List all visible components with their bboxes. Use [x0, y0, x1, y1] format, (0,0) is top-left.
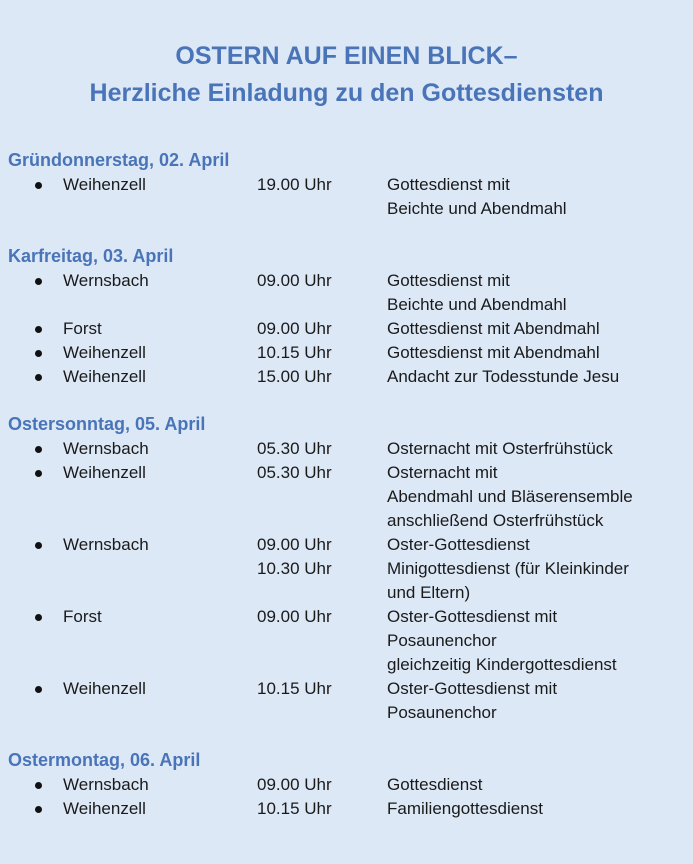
description-line: Gottesdienst mit Abendmahl: [387, 343, 600, 362]
page-title: [0, 38, 693, 112]
service-description: [387, 605, 693, 677]
day-heading: Ostersonntag, 05. April: [8, 414, 206, 434]
service-location: Weihenzell: [63, 175, 146, 194]
service-description: [387, 677, 693, 725]
service-entry: [0, 605, 693, 677]
service-location: Wernsbach: [63, 271, 149, 290]
service-entry: [0, 365, 693, 389]
bullet-icon: [35, 533, 42, 557]
service-entry: [0, 533, 693, 557]
service-time: 10.15 Uhr: [257, 343, 332, 362]
service-description: [387, 317, 693, 341]
service-description: [387, 797, 693, 821]
bullet-icon: [35, 605, 42, 629]
day-section: [0, 747, 693, 821]
service-time: 10.15 Uhr: [257, 679, 332, 698]
service-entry: [0, 269, 693, 317]
description-line: Gottesdienst mit: [387, 271, 510, 290]
description-line: Abendmahl und Bläserensemble: [387, 487, 633, 506]
description-line: Posaunenchor: [387, 631, 497, 650]
bullet-icon: [35, 317, 42, 341]
bullet-icon: [35, 797, 42, 821]
bullet-icon: [35, 365, 42, 389]
service-description: [387, 173, 693, 221]
bullet-icon: [35, 677, 42, 701]
service-time: 15.00 Uhr: [257, 367, 332, 386]
description-line: Oster-Gottesdienst mit: [387, 679, 558, 698]
service-time: 09.00 Uhr: [257, 535, 332, 554]
service-entry: [0, 557, 693, 605]
service-location: Wernsbach: [63, 535, 149, 554]
description-line: und Eltern): [387, 583, 471, 602]
service-description: [387, 773, 693, 797]
service-time: 09.00 Uhr: [257, 319, 332, 338]
service-location: Weihenzell: [63, 679, 146, 698]
description-line: Oster-Gottesdienst mit: [387, 607, 558, 626]
service-time: 19.00 Uhr: [257, 175, 332, 194]
bullet-icon: [35, 269, 42, 293]
service-time: 05.30 Uhr: [257, 439, 332, 458]
service-description: [387, 269, 693, 317]
day-heading: Gründonnerstag, 02. April: [8, 150, 230, 170]
service-entry: [0, 173, 693, 221]
service-entry: [0, 437, 693, 461]
description-line: Minigottesdienst (für Kleinkinder: [387, 559, 629, 578]
bullet-icon: [35, 461, 42, 485]
title-line-2: Herzliche Einladung zu den Gottesdiensten: [89, 79, 604, 107]
service-entry: [0, 341, 693, 365]
service-time: 05.30 Uhr: [257, 463, 332, 482]
service-schedule: [0, 147, 693, 843]
service-location: Forst: [63, 607, 102, 626]
description-line: Oster-Gottesdienst: [387, 535, 530, 554]
description-line: Posaunenchor: [387, 703, 497, 722]
service-entry: [0, 677, 693, 725]
service-description: [387, 533, 693, 557]
description-line: Gottesdienst mit: [387, 175, 510, 194]
description-line: Familiengottesdienst: [387, 799, 543, 818]
service-description: [387, 365, 693, 389]
service-location: Weihenzell: [63, 463, 146, 482]
day-section: [0, 411, 693, 725]
service-time: 09.00 Uhr: [257, 607, 332, 626]
service-time: 10.15 Uhr: [257, 799, 332, 818]
service-description: [387, 341, 693, 365]
description-line: Gottesdienst: [387, 775, 483, 794]
service-description: [387, 557, 693, 605]
service-entry: [0, 317, 693, 341]
service-location: Weihenzell: [63, 799, 146, 818]
service-location: Forst: [63, 319, 102, 338]
title-line-1: OSTERN AUF EINEN BLICK–: [175, 42, 518, 70]
service-description: [387, 461, 693, 533]
description-line: Osternacht mit: [387, 463, 498, 482]
service-entry: [0, 461, 693, 533]
service-time: 09.00 Uhr: [257, 271, 332, 290]
service-location: Weihenzell: [63, 367, 146, 386]
description-line: gleichzeitig Kindergottesdienst: [387, 655, 617, 674]
bullet-icon: [35, 437, 42, 461]
service-location: Wernsbach: [63, 439, 149, 458]
service-time: 10.30 Uhr: [257, 559, 332, 578]
service-location: Wernsbach: [63, 775, 149, 794]
service-location: Weihenzell: [63, 343, 146, 362]
service-time: 09.00 Uhr: [257, 775, 332, 794]
description-line: Andacht zur Todesstunde Jesu: [387, 367, 620, 386]
description-line: Beichte und Abendmahl: [387, 295, 567, 314]
day-heading: Karfreitag, 03. April: [8, 246, 174, 266]
description-line: Gottesdienst mit Abendmahl: [387, 319, 600, 338]
description-line: anschließend Osterfrühstück: [387, 511, 604, 530]
service-entry: [0, 773, 693, 797]
day-heading: Ostermontag, 06. April: [8, 750, 201, 770]
service-entry: [0, 797, 693, 821]
description-line: Beichte und Abendmahl: [387, 199, 567, 218]
bullet-icon: [35, 173, 42, 197]
service-description: [387, 437, 693, 461]
bullet-icon: [35, 773, 42, 797]
description-line: Osternacht mit Osterfrühstück: [387, 439, 613, 458]
day-section: [0, 147, 693, 221]
day-section: [0, 243, 693, 389]
bullet-icon: [35, 341, 42, 365]
